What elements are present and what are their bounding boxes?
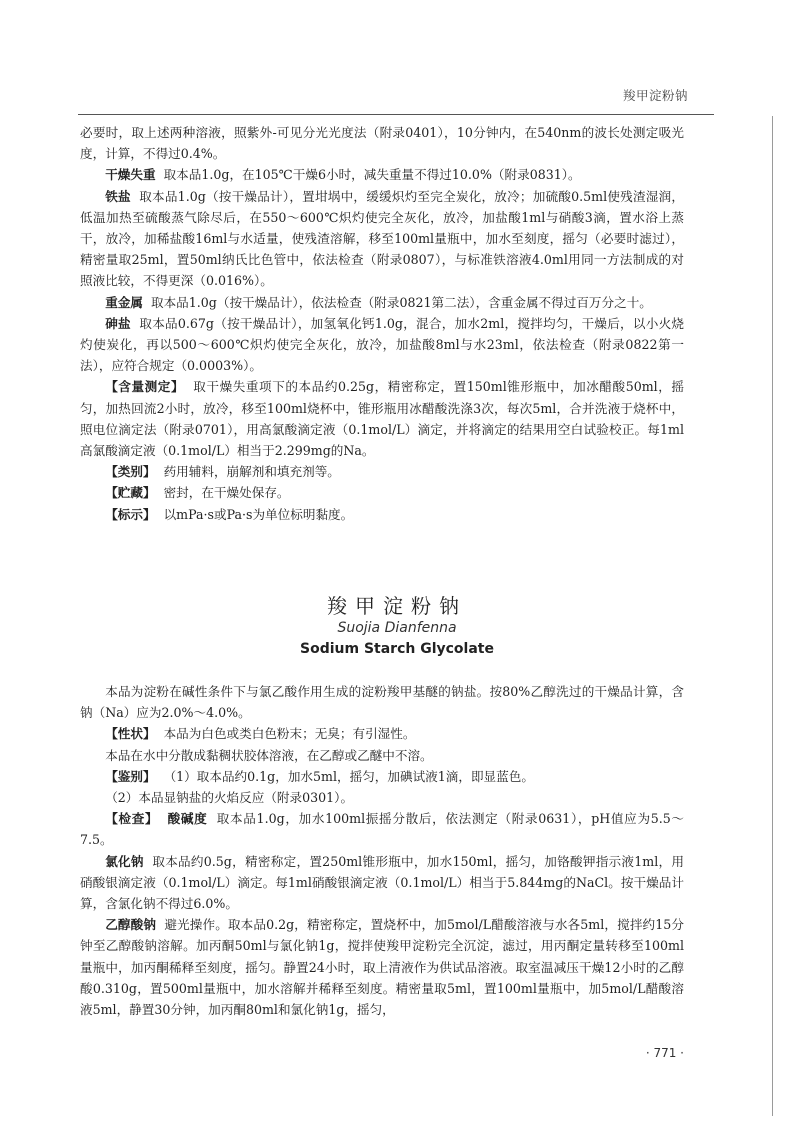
text-category: 药用辅料，崩解剂和填充剂等。 bbox=[163, 464, 340, 480]
paragraph-iron bbox=[80, 186, 684, 292]
paragraph-assay bbox=[80, 376, 684, 461]
monograph-title-pinyin: Suojia Dianfenna bbox=[337, 620, 457, 636]
paragraph-arsenic bbox=[80, 313, 684, 377]
previous-monograph-section bbox=[80, 122, 684, 525]
header-rule bbox=[78, 114, 714, 115]
paragraph-drying-loss bbox=[80, 164, 684, 185]
text-assay: 取干燥失重项下的本品约0.25g，精密称定，置150ml锥形瓶中，加冰醋酸50ml，摇匀，加热回流2小时，放冷，移至100ml烧杯中，锥形瓶用冰醋酸洗涤3次，每次5ml，合并洗液于烧杯中，照电位滴定法（附录0701），用高氯酸滴定液（0.1mol/L）滴定，并将滴定的结果用空白试验校正。每1ml高氯酸滴定液（0.1mol/L）相当于2.299mg的Na。 bbox=[80, 379, 685, 459]
paragraph-definition: 本品为淀粉在碱性条件下与氯乙酸作用生成的淀粉羧甲基醚的钠盐。按80%乙醇洗过的干燥品计算，含钠（Na）应为2.0%～4.0%。 bbox=[80, 684, 684, 721]
label-iron: 铁盐 bbox=[105, 188, 131, 204]
text-labeling: 以mPa·s或Pa·s为单位标明黏度。 bbox=[163, 506, 354, 522]
paragraph-storage bbox=[80, 482, 684, 503]
paragraph-properties bbox=[80, 723, 684, 744]
paragraph-sodium-glycolate bbox=[80, 914, 684, 1020]
text-arsenic: 取本品0.67g（按干燥品计），加氢氧化钙1.0g，混合，加水2ml，搅拌均匀，干燥后，以小火烧灼使炭化，再以500～600℃炽灼使完全灰化，放冷，加盐酸8ml与水23ml，依法检查（附录0822第一法），应符合规定（0.0003%）。 bbox=[80, 315, 684, 374]
label-identification: 【鉴别】 bbox=[105, 768, 156, 784]
paragraph-sodium-chloride bbox=[80, 851, 684, 915]
label-labeling: 【标示】 bbox=[105, 506, 156, 522]
paragraph-properties-solubility: 本品在水中分散成黏稠状胶体溶液，在乙醇或乙醚中不溶。 bbox=[105, 747, 433, 763]
monograph-body bbox=[80, 681, 684, 1020]
paragraph-labeling bbox=[80, 504, 684, 525]
paragraph-identification bbox=[80, 766, 684, 787]
label-acidity: 酸碱度 bbox=[167, 811, 208, 827]
text-iron: 取本品1.0g（按干燥品计），置坩埚中，缓缓炽灼至完全炭化，放冷；加硫酸0.5ml使残渣湿润，低温加热至硫酸蒸气除尽后，在550～600℃炽灼使完全灰化，放冷，加盐酸1ml与硝酸3滴，置水浴上蒸干，放冷，加稀盐酸16ml与水适量，使残渣溶解，移至100ml量瓶中，加水至刻度，摇匀（必要时滤过），精密量取25ml，置50ml纳氏比色管中，依法检查（附录0807），与标准铁溶液4.0ml用同一方法制成的对照液比较，不得更深（0.016%）。 bbox=[80, 188, 684, 289]
label-sodium-glycolate: 乙醇酸钠 bbox=[105, 917, 157, 933]
text-identification-1: （1）取本品约0.1g，加水5ml，摇匀，加碘试液1滴，即显蓝色。 bbox=[163, 768, 534, 784]
label-assay: 【含量测定】 bbox=[105, 379, 185, 395]
text-heavy-metals: 取本品1.0g（按干燥品计），依法检查（附录0821第二法），含重金属不得过百万分之十。 bbox=[150, 294, 652, 310]
monograph-title-chinese: 羧甲淀粉钠 bbox=[327, 594, 467, 618]
text-storage: 密封，在干燥处保存。 bbox=[163, 485, 290, 501]
label-category: 【类别】 bbox=[105, 464, 156, 480]
paragraph-heavy-metals bbox=[80, 292, 684, 313]
text-acidity: 取本品1.0g，加水100ml振摇分散后，依法测定（附录0631），pH值应为5.5～7.5。 bbox=[80, 811, 685, 848]
text-sodium-chloride: 取本品约0.5g，精密称定，置250ml锥形瓶中，加水150ml，摇匀，加铬酸钾指示液1ml，用硝酸银滴定液（0.1mol/L）滴定。每1ml硝酸银滴定液（0.1mol/L）相当于5.844mg的NaCl。按干燥品计算，含氯化钠不得过6.0%。 bbox=[80, 853, 684, 912]
label-heavy-metals: 重金属 bbox=[105, 294, 143, 310]
label-drying-loss: 干燥失重 bbox=[105, 167, 156, 183]
text-properties: 本品为白色或类白色粉末；无臭；有引湿性。 bbox=[163, 726, 416, 742]
paragraph-category bbox=[80, 461, 684, 482]
label-tests: 【检查】 bbox=[105, 811, 159, 827]
label-storage: 【贮藏】 bbox=[105, 485, 156, 501]
label-properties: 【性状】 bbox=[105, 726, 156, 742]
label-sodium-chloride: 氯化钠 bbox=[105, 853, 144, 869]
paragraph-identification-2: （2）本品显钠盐的火焰反应（附录0301）。 bbox=[105, 790, 354, 806]
label-arsenic: 砷盐 bbox=[105, 315, 131, 331]
running-header: 羧甲淀粉钠 bbox=[622, 88, 688, 103]
text-sodium-glycolate: 避光操作。取本品0.2g，精密称定，置烧杯中，加5mol/L醋酸溶液与水各5ml，搅拌约15分钟至乙醇酸钠溶解。加丙酮50ml与氯化钠1g，搅拌使羧甲淀粉完全沉淀，滤过，用丙酮定量转移至100ml量瓶中，加丙酮稀释至刻度，摇匀。静置24小时，取上清液作为供试品溶液。取室温减压干燥12小时的乙醇酸0.310g，置500ml量瓶中，加水溶解并稀释至刻度。精密量取5ml，置100ml量瓶中，加5mol/L醋酸溶液5ml，静置30分钟，加丙酮80ml和氯化钠1g，摇匀， bbox=[80, 917, 684, 1018]
paragraph-acidity bbox=[80, 808, 684, 850]
paragraph-absorbance: 必要时，取上述两种溶液，照紫外-可见分光光度法（附录0401），10分钟内，在540nm的波长处测定吸光度，计算，不得过0.4%。 bbox=[80, 125, 684, 162]
page-number: · 771 · bbox=[645, 1046, 684, 1060]
text-drying-loss: 取本品1.0g，在105℃干燥6小时，减失重量不得过10.0%（附录0831）。 bbox=[163, 167, 581, 183]
monograph-title-english: Sodium Starch Glycolate bbox=[300, 641, 494, 657]
